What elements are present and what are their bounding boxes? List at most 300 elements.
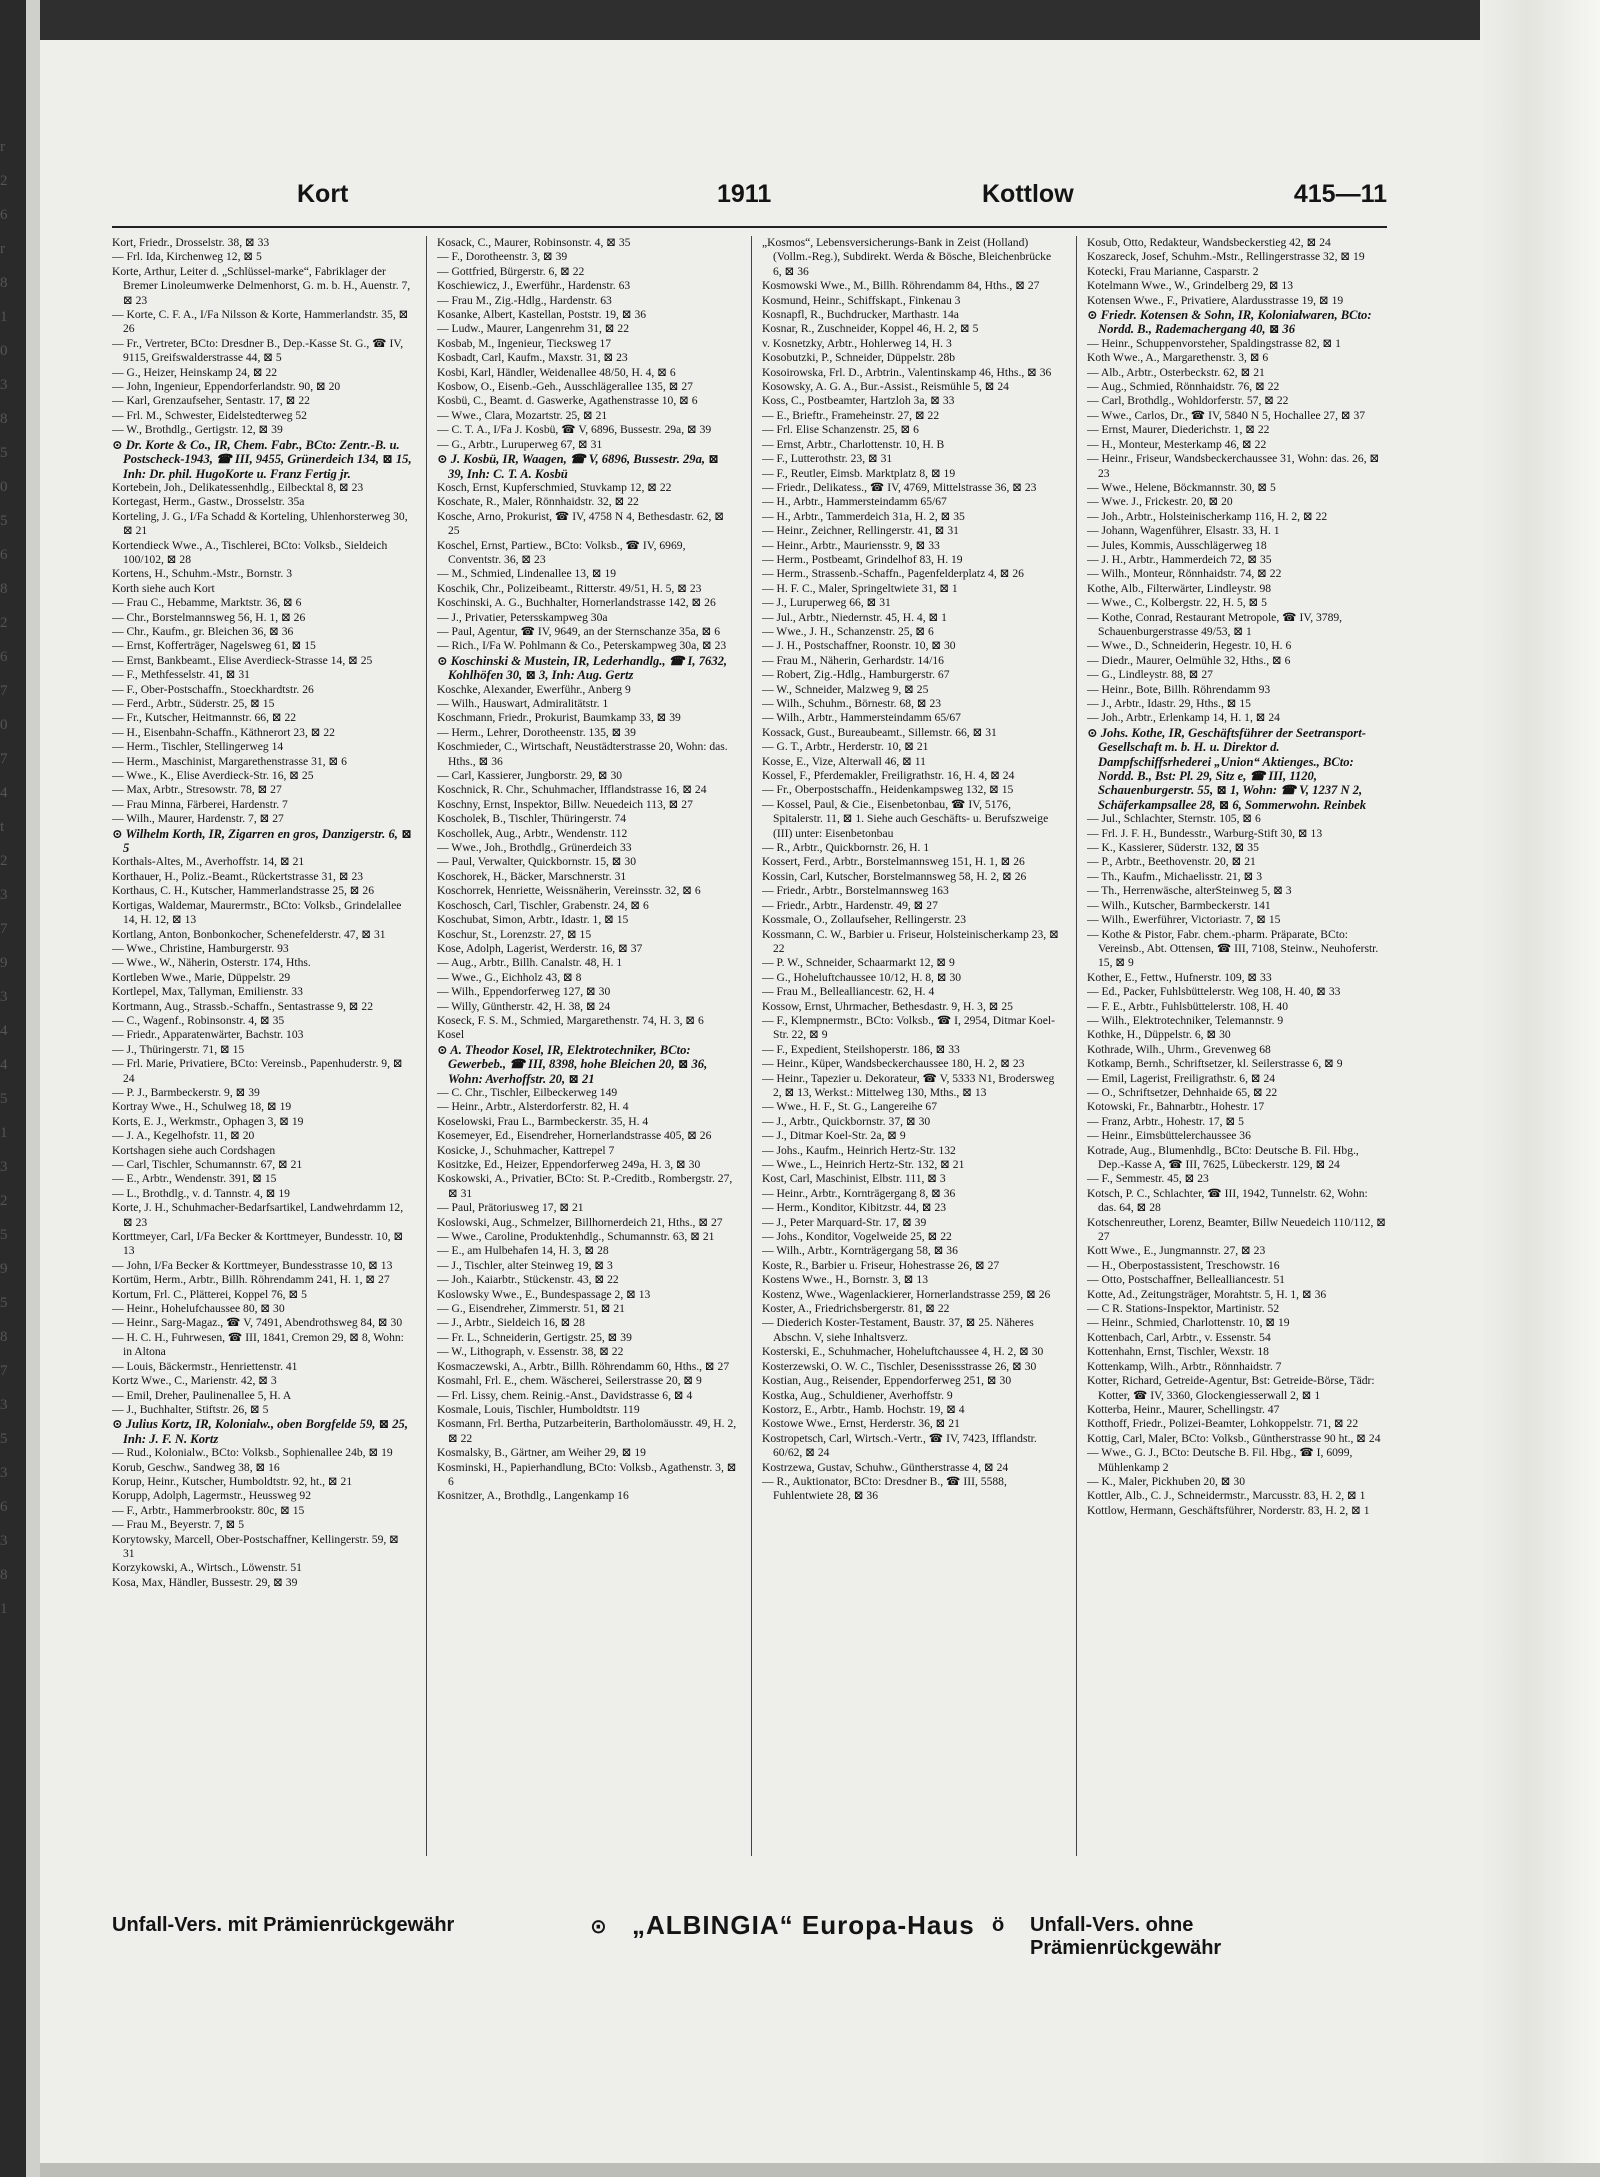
directory-entry: Kortshagen siehe auch Cordshagen [112, 1143, 276, 1157]
directory-entry: — Fr., Vertreter, BCto: Dresdner B., Dep.-Kasse St. G., ☎ IV, 9115, Greifswalderstrasse 44, ⊠ 5 [112, 336, 404, 365]
directory-entry: Kotecki, Frau Marianne, Casparstr. 2 [1087, 264, 1259, 278]
directory-entry: — Wwe. J., Frickestr. 20, ⊠ 20 [1087, 495, 1233, 509]
directory-entry: — Heinr., Küper, Wandsbeckerchaussee 180, H. 2, ⊠ 23 [762, 1057, 1025, 1071]
directory-columns [112, 236, 1387, 1856]
directory-entry: — Heinr., Hohelufchaussee 80, ⊠ 30 [112, 1302, 285, 1316]
margin-mark: 5 [0, 1431, 8, 1447]
column-divider [751, 236, 752, 1856]
directory-entry: — Heinr., Schmied, Charlottenstr. 10, ⊠ 19 [1087, 1316, 1290, 1330]
directory-entry: Koth Wwe., A., Margarethenstr. 3, ⊠ 6 [1087, 351, 1269, 365]
directory-entry: — Chr., Borstelmannsweg 56, H. 1, ⊠ 26 [112, 610, 306, 624]
margin-mark: 2 [0, 1193, 8, 1209]
directory-entry: Kosmale, Louis, Tischler, Humboldtstr. 119 [437, 1402, 640, 1416]
directory-entry: — Willy, Güntherstr. 42, H. 38, ⊠ 24 [437, 999, 611, 1013]
directory-entry: — Joh., Arbtr., Holsteinischerkamp 116, H. 2, ⊠ 22 [1087, 509, 1328, 523]
directory-entry: — F. E., Arbtr., Fuhlsbüttelerstr. 108, H. 40 [1087, 999, 1288, 1013]
directory-entry: — Th., Herrenwäsche, alterSteinweg 5, ⊠ 3 [1087, 884, 1292, 898]
footer-ad-left: Unfall-Vers. mit Prämienrückgewähr [112, 1914, 455, 1936]
directory-entry: — Frau C., Hebamme, Marktstr. 36, ⊠ 6 [112, 596, 302, 610]
directory-entry: — G., Arbtr., Luruperweg 67, ⊠ 31 [437, 437, 603, 451]
margin-mark: 2 [0, 853, 8, 869]
directory-entry: Kosnapfl, R., Buchdrucker, Marthastr. 14a [762, 308, 959, 322]
directory-entry: Kostropetsch, Carl, Wirtsch.-Vertr., ☎ IV, 7423, Ifflandstr. 60/62, ⊠ 24 [762, 1431, 1037, 1460]
directory-entry: — W., Lithograph, v. Essenstr. 38, ⊠ 22 [437, 1345, 624, 1359]
directory-entry: Kotthoff, Friedr., Polizei-Beamter, Lohkoppelstr. 71, ⊠ 22 [1087, 1417, 1359, 1431]
directory-entry: Koschnick, R. Chr., Schuhmacher, Ifflandstrasse 16, ⊠ 24 [437, 783, 707, 797]
directory-entry: Koschmann, Friedr., Prokurist, Baumkamp 33, ⊠ 39 [437, 711, 681, 725]
footer-ornament: ⊙ [590, 1916, 607, 1938]
directory-entry: — Joh., Kaiarbtr., Stückenstr. 43, ⊠ 22 [437, 1273, 619, 1287]
margin-mark: 5 [0, 445, 8, 461]
directory-entry: — Frl. M., Schwester, Eidelstedterweg 52 [112, 408, 307, 422]
margin-mark: r [0, 139, 5, 155]
directory-entry: — G. T., Arbtr., Herderstr. 10, ⊠ 21 [762, 740, 929, 754]
directory-entry: Koschubat, Simon, Arbtr., Idastr. 1, ⊠ 15 [437, 913, 629, 927]
directory-entry: — Rud., Kolonialw., BCto: Volksb., Sophienallee 24b, ⊠ 19 [112, 1446, 393, 1460]
directory-entry: — C. Chr., Tischler, Eilbeckerweg 149 [437, 1085, 618, 1099]
directory-entry: Kottenhahn, Ernst, Tischler, Wexstr. 18 [1087, 1345, 1269, 1359]
directory-entry: Kosobutzki, P., Schneider, Düppelstr. 28b [762, 351, 956, 365]
margin-mark: 4 [0, 785, 8, 801]
directory-entry: — John, Ingenieur, Eppendorferlandstr. 90, ⊠ 20 [112, 380, 341, 394]
directory-entry: Korthals-Altes, M., Averhoffstr. 14, ⊠ 21 [112, 855, 305, 869]
directory-entry: — H. F. C., Maler, Springeltwiete 31, ⊠ 1 [762, 581, 958, 595]
directory-entry: — Wwe., K., Elise Averdieck-Str. 16, ⊠ 25 [112, 769, 314, 783]
directory-entry: — Frl. Lissy, chem. Reinig.-Anst., Davidstrasse 6, ⊠ 4 [437, 1388, 693, 1402]
directory-entry: — H., Eisenbahn-Schaffn., Käthnerort 23, ⊠ 22 [112, 725, 335, 739]
margin-mark: 6 [0, 547, 8, 563]
directory-entry: Kortz Wwe., C., Marienstr. 42, ⊠ 3 [112, 1374, 277, 1388]
directory-entry: Kortlepel, Max, Tallyman, Emilienstr. 33 [112, 985, 303, 999]
directory-entry: Kosa, Max, Händler, Bussestr. 29, ⊠ 39 [112, 1575, 298, 1589]
margin-mark: 3 [0, 1159, 8, 1175]
directory-entry: Koslowsky Wwe., E., Bundespassage 2, ⊠ 13 [437, 1287, 651, 1301]
margin-mark: 0 [0, 479, 8, 495]
directory-entry: Koschiewicz, J., Ewerführ., Hardenstr. 63 [437, 279, 631, 293]
margin-mark: 7 [0, 683, 8, 699]
scan-bottom-edge [40, 2163, 1600, 2177]
directory-entry: — C. T. A., I/Fa J. Kosbü, ☎ V, 6896, Bussestr. 29a, ⊠ 39 [437, 423, 712, 437]
directory-entry: — Herm., Maschinist, Margarethenstrasse 31, ⊠ 6 [112, 754, 347, 768]
scan-left-margin [26, 0, 40, 2177]
directory-entry: — Wwe., W., Näherin, Osterstr. 174, Hths. [112, 956, 311, 970]
directory-entry: Kosbi, Karl, Händler, Weidenallee 48/50, H. 4, ⊠ 6 [437, 365, 676, 379]
directory-entry: v. Kosnetzky, Arbtr., Hohlerweg 14, H. 3 [762, 336, 952, 350]
directory-entry: — Carl, Brothdlg., Wohldorferstr. 57, ⊠ 22 [1087, 394, 1289, 408]
directory-entry: Koschorrek, Henriette, Weissnäherin, Vereinsstr. 32, ⊠ 6 [437, 884, 701, 898]
margin-mark: 5 [0, 1091, 8, 1107]
margin-mark: 2 [0, 173, 8, 189]
directory-entry: — J., Buchhalter, Stiftstr. 26, ⊠ 5 [112, 1402, 269, 1416]
running-header [112, 180, 1387, 214]
directory-entry: — F., Reutler, Eimsb. Marktplatz 8, ⊠ 19 [762, 466, 956, 480]
directory-entry: — Johs., Konditor, Vogelweide 25, ⊠ 22 [762, 1230, 952, 1244]
directory-column-4 [1087, 236, 1387, 1856]
column-divider [426, 236, 427, 1856]
directory-entry: — Wwe., Caroline, Produktenhdlg., Schumannstr. 63, ⊠ 21 [437, 1230, 715, 1244]
directory-entry: Kotschenreuther, Lorenz, Beamter, Billw Neuedeich 110/112, ⊠ 27 [1087, 1215, 1386, 1244]
directory-entry: — F., Dorotheenstr. 3, ⊠ 39 [437, 250, 568, 264]
directory-entry: — Heinr., Arbtr., Kornträgergang 8, ⊠ 36 [762, 1186, 956, 1200]
margin-mark: 3 [0, 1533, 8, 1549]
directory-entry: — Heinr., Arbtr., Alsterdorferstr. 82, H. 4 [437, 1100, 629, 1114]
margin-mark: 7 [0, 751, 8, 767]
directory-entry: Koslowski, Aug., Schmelzer, Billhornerdeich 21, Hths., ⊠ 27 [437, 1215, 723, 1229]
directory-entry: — H., Arbtr., Tammerdeich 31a, H. 2, ⊠ 35 [762, 509, 965, 523]
directory-entry: Kostrzewa, Gustav, Schuhw., Güntherstrasse 4, ⊠ 24 [762, 1460, 1009, 1474]
directory-entry: Koscholek, B., Tischler, Thüringerstr. 74 [437, 812, 627, 826]
margin-mark: 4 [0, 1057, 8, 1073]
directory-entry: Korte, Arthur, Leiter d. „Schlüssel-marke“, Fabriklager der Bremer Linoleumwerke Delmenhorst, G. m. b. H., Auenstr. 7, ⊠ 23 [112, 264, 411, 307]
directory-entry: Kossmale, O., Zollaufseher, Rellingerstr. 23 [762, 913, 966, 927]
directory-entry: Kortegast, Herm., Gastw., Drosselstr. 35a [112, 495, 305, 509]
directory-entry: — J., Thüringerstr. 71, ⊠ 15 [112, 1042, 245, 1056]
directory-entry: — Heinr., Zeichner, Rellingerstr. 41, ⊠ 31 [762, 524, 959, 538]
directory-entry: — Wilh., Arbtr., Kornträgergang 58, ⊠ 36 [762, 1244, 958, 1258]
directory-entry: Koschur, St., Lorenzstr. 27, ⊠ 15 [437, 927, 592, 941]
directory-entry: — F., Semmestr. 45, ⊠ 23 [1087, 1172, 1209, 1186]
directory-entry: Kottenkamp, Wilh., Arbtr., Rönnhaidstr. 7 [1087, 1359, 1282, 1373]
directory-entry: Korzykowski, A., Wirtsch., Löwenstr. 51 [112, 1561, 302, 1575]
directory-entry: Kottlow, Hermann, Geschäftsführer, Norderstr. 83, H. 2, ⊠ 1 [1087, 1503, 1370, 1517]
directory-entry: Kortigas, Waldemar, Maurermstr., BCto: Volksb., Grindelallee 14, H. 12, ⊠ 13 [112, 898, 402, 927]
directory-entry: Koschorek, H., Bäcker, Marschnerstr. 31 [437, 869, 627, 883]
directory-entry: Kosterzewski, O. W. C., Tischler, Desenissstrasse 26, ⊠ 30 [762, 1359, 1037, 1373]
directory-entry: — J. A., Kegelhofstr. 11, ⊠ 20 [112, 1129, 255, 1143]
directory-entry: Koss, C., Postbeamter, Hartzloh 3a, ⊠ 33 [762, 394, 955, 408]
directory-entry: Kose, Adolph, Lagerist, Werderstr. 16, ⊠ 37 [437, 941, 643, 955]
directory-entry: Kottenbach, Carl, Arbtr., v. Essenstr. 54 [1087, 1330, 1271, 1344]
directory-entry: — E., Brieftr., Frameheinstr. 27, ⊠ 22 [762, 408, 940, 422]
directory-entry: — Max, Arbtr., Stresowstr. 78, ⊠ 27 [112, 783, 282, 797]
directory-entry: — Frl. Marie, Privatiere, BCto: Vereinsb., Papenhuderstr. 9, ⊠ 24 [112, 1057, 403, 1085]
directory-entry: — Heinr., Schuppenvorsteher, Spaldingstrasse 82, ⊠ 1 [1087, 336, 1341, 350]
directory-column-2 [437, 236, 737, 1856]
directory-entry: — Wilh., Kutscher, Barmbeckerstr. 141 [1087, 898, 1271, 912]
directory-entry: — F., Expedient, Steilshoperstr. 186, ⊠ 33 [762, 1042, 960, 1056]
directory-entry: Kotowski, Fr., Bahnarbtr., Hohestr. 17 [1087, 1100, 1265, 1114]
directory-entry: — John, I/Fa Becker & Korttmeyer, Bundesstrasse 10, ⊠ 13 [112, 1258, 393, 1272]
directory-entry: — Carl, Tischler, Schumannstr. 67, ⊠ 21 [112, 1158, 303, 1171]
directory-entry: — Wilh., Eppendorferweg 127, ⊠ 30 [437, 985, 611, 999]
directory-entry: — K., Kassierer, Süderstr. 132, ⊠ 35 [1087, 841, 1259, 855]
directory-entry: Kosoirowska, Frl. D., Arbtrin., Valentinskamp 46, Hths., ⊠ 36 [762, 365, 1052, 379]
directory-entry: — F., Lutterothstr. 23, ⊠ 31 [762, 452, 893, 466]
directory-entry: „Kosmos“, Lebensversicherungs-Bank in Zeist (Holland) (Vollm.-Reg.), Subdirekt. Werda & Bösche, Bleichenbrücke 6, ⊠ 36 [762, 236, 1052, 278]
directory-entry: Kostka, Aug., Schuldiener, Averhoffstr. 9 [762, 1388, 953, 1402]
page-number: 415—11 [1293, 180, 1387, 208]
directory-entry: Kossel, F., Pferdemakler, Freiligrathstr. 16, H. 4, ⊠ 24 [762, 769, 1015, 783]
margin-mark: 5 [0, 1295, 8, 1311]
margin-mark: 9 [0, 955, 8, 971]
directory-entry: — Ed., Packer, Fuhlsbüttelerstr. Weg 108, H. 40, ⊠ 33 [1087, 985, 1341, 999]
directory-entry: — Friedr., Arbtr., Hardenstr. 49, ⊠ 27 [762, 898, 938, 912]
margin-mark: 8 [0, 1329, 8, 1345]
directory-entry: — L., Brothdlg., v. d. Tannstr. 4, ⊠ 19 [112, 1186, 290, 1200]
margin-mark: 8 [0, 275, 8, 291]
directory-entry: — G., Hoheluftchaussee 10/12, H. 8, ⊠ 30 [762, 970, 962, 984]
column-divider [1076, 236, 1077, 1856]
directory-entry: — Wwe., G. J., BCto: Deutsche B. Fil. Hbg., ☎ I, 6099, Mühlenkamp 2 [1087, 1446, 1353, 1474]
directory-entry: — Wwe., Clara, Mozartstr. 25, ⊠ 21 [437, 408, 608, 422]
directory-entry: — Kothe, Conrad, Restaurant Metropole, ☎ IV, 3789, Schauenburgerstrasse 49/53, ⊠ 1 [1087, 610, 1343, 638]
directory-entry: — C., Wagenf., Robinsonstr. 4, ⊠ 35 [112, 1013, 285, 1027]
directory-entry: — Frl. Elise Schanzenstr. 25, ⊠ 6 [762, 423, 919, 437]
directory-entry: — Wwe., Helene, Böckmannstr. 30, ⊠ 5 [1087, 480, 1276, 494]
directory-entry: Kosbü, C., Beamt. d. Gaswerke, Agathenstrasse 10, ⊠ 6 [437, 394, 698, 408]
directory-entry: — F., Klempnermstr., BCto: Volksb., ☎ I, 2954, Ditmar Koel-Str. 22, ⊠ 9 [762, 1013, 1055, 1042]
margin-mark: t [0, 819, 5, 835]
directory-entry: Koschny, Ernst, Inspektor, Billw. Neuedeich 113, ⊠ 27 [437, 797, 693, 811]
directory-entry: — Frl. J. F. H., Bundesstr., Warburg-Stift 30, ⊠ 13 [1087, 826, 1323, 840]
directory-entry: — Frau M., Bellealliancestr. 62, H. 4 [762, 985, 935, 999]
directory-entry: — Johs., Kaufm., Heinrich Hertz-Str. 132 [762, 1143, 956, 1157]
directory-entry: — Ernst, Arbtr., Charlottenstr. 10, H. B [762, 437, 945, 451]
scan-top-edge [40, 0, 1600, 40]
margin-mark: r [0, 241, 5, 257]
directory-entry: — Friedr., Arbtr., Borstelmannsweg 163 [762, 884, 949, 898]
directory-entry: — Ernst, Bankbeamt., Elise Averdieck-Strasse 14, ⊠ 25 [112, 653, 373, 667]
directory-entry: — Frau Minna, Färberei, Hardenstr. 7 [112, 797, 288, 811]
directory-entry: — Jul., Arbtr., Niedernstr. 45, H. 4, ⊠ 1 [762, 610, 947, 624]
directory-entry: Kosmahl, Frl. E., chem. Wäscherei, Seilerstrasse 20, ⊠ 9 [437, 1374, 702, 1388]
directory-entry: Kosmann, Frl. Bertha, Putzarbeiterin, Bartholomäusstr. 49, H. 2, ⊠ 22 [437, 1417, 737, 1445]
directory-entry: Kossmann, C. W., Barbier u. Friseur, Holsteinischerkamp 23, ⊠ 22 [762, 927, 1059, 955]
directory-entry: Kosbadt, Carl, Kaufm., Maxstr. 31, ⊠ 23 [437, 351, 628, 365]
directory-entry: Kotkamp, Bernh., Schriftsetzer, kl. Seilerstrasse 6, ⊠ 9 [1087, 1057, 1343, 1071]
scan-right-edge [1480, 0, 1600, 2177]
margin-mark: 9 [0, 1261, 8, 1277]
directory-entry: Kortray Wwe., H., Schulweg 18, ⊠ 19 [112, 1100, 292, 1114]
directory-entry: — Frl. Ida, Kirchenweg 12, ⊠ 5 [112, 250, 262, 264]
directory-entry: — C R. Stations-Inspektor, Martinistr. 52 [1087, 1302, 1280, 1316]
directory-entry: — Wilh., Hauswart, Admiralitätstr. 1 [437, 697, 609, 710]
directory-entry: — J., Arbtr., Idastr. 29, Hths., ⊠ 15 [1087, 697, 1251, 710]
directory-entry: — Heinr., Tapezier u. Dekorateur, ☎ V, 5333 N1, Brodersweg 2, ⊠ 13, Werkst.: Mittelweg 130, Mths., ⊠ 13 [762, 1071, 1055, 1099]
directory-entry: Kosche, Arno, Prokurist, ☎ IV, 4758 N 4, Bethesdastr. 62, ⊠ 25 [437, 509, 725, 538]
directory-entry: — J. H., Arbtr., Hammerdeich 72, ⊠ 35 [1087, 552, 1272, 566]
directory-entry: Koseck, F. S. M., Schmied, Margarethenstr. 74, H. 3, ⊠ 6 [437, 1013, 704, 1027]
directory-entry: — J. H., Postschaffner, Roonstr. 10, ⊠ 30 [762, 639, 956, 653]
margin-mark: 6 [0, 649, 8, 665]
directory-entry: Kortlang, Anton, Bonbonkocher, Schenefelderstr. 47, ⊠ 31 [112, 927, 386, 941]
margin-mark: 7 [0, 921, 8, 937]
directory-entry: — Wilh., Monteur, Rönnhaidstr. 74, ⊠ 22 [1087, 567, 1282, 581]
directory-entry: — Heinr., Friseur, Wandsbeckerchaussee 31, Wohn: das. 26, ⊠ 23 [1087, 452, 1380, 480]
directory-entry: — H. C. H., Fuhrwesen, ☎ III, 1841, Cremon 29, ⊠ 8, Wohn: in Altona [112, 1330, 404, 1359]
directory-entry: Kossow, Ernst, Uhrmacher, Bethesdastr. 9, H. 3, ⊠ 25 [762, 999, 1013, 1013]
directory-entry: — Wilh., Arbtr., Hammersteindamm 65/67 [762, 711, 961, 725]
directory-entry: — Carl, Kassierer, Jungborstr. 29, ⊠ 30 [437, 769, 623, 783]
directory-entry: — Wwe., J. H., Schanzenstr. 25, ⊠ 6 [762, 624, 934, 638]
directory-entry: — M., Schmied, Lindenallee 13, ⊠ 19 [437, 567, 617, 581]
directory-entry: — Herm., Strassenb.-Schaffn., Pagenfelderplatz 4, ⊠ 26 [762, 567, 1024, 581]
directory-entry: ⊙ J. Kosbü, IR, Waagen, ☎ V, 6896, Bussestr. 29a, ⊠ 39, Inh: C. T. A. Kosbü [437, 452, 719, 481]
directory-entry: Kottler, Alb., C. J., Schneidermstr., Marcusstr. 83, H. 2, ⊠ 1 [1087, 1489, 1366, 1503]
directory-entry: Kosmaczewski, A., Arbtr., Billh. Röhrendamm 60, Hths., ⊠ 27 [437, 1359, 730, 1373]
directory-entry: — R., Arbtr., Quickbornstr. 26, H. 1 [762, 841, 930, 855]
directory-entry: Kosch, Ernst, Kupferschmied, Stuvkamp 12, ⊠ 22 [437, 480, 672, 494]
directory-column-1 [112, 236, 412, 1856]
advertisement-footer [112, 1908, 1387, 1959]
directory-entry: Koschmieder, C., Wirtschaft, Neustädterstrasse 20, Wohn: das. Hths., ⊠ 36 [437, 740, 728, 768]
directory-entry: Kothrade, Wilh., Uhrm., Grevenweg 68 [1087, 1042, 1271, 1056]
directory-entry: Kott Wwe., E., Jungmannstr. 27, ⊠ 23 [1087, 1244, 1266, 1258]
directory-entry: Kossert, Ferd., Arbtr., Borstelmannsweg 151, H. 1, ⊠ 26 [762, 855, 1025, 869]
margin-mark: 5 [0, 1227, 8, 1243]
directory-entry: Koschate, R., Maler, Rönnhaidstr. 32, ⊠ 22 [437, 495, 639, 509]
directory-entry: ⊙ Johs. Kothe, IR, Geschäftsführer der Seetransport-Gesellschaft m. b. H. u. Direktor d. Dampfschiffsrhederei „Union“ Aktienges., BCto: Nordd. B., Bst: Pl. 29, Sitz e, ☎ III, 1120, Schauenburgerstr. 55, ⊠ 1, Wohn: ☎ V, 1237 N 2, Schäferkampsallee 28, ⊠ 6, Sommerwohn. Reinbek [1087, 725, 1367, 812]
directory-entry: — H., Arbtr., Hammersteindamm 65/67 [762, 495, 947, 509]
directory-entry: — F., Methfesselstr. 41, ⊠ 31 [112, 668, 250, 682]
directory-entry: Kotter, Richard, Getreide-Agentur, Bst: Getreide-Börse, Tädr: Kotter, ☎ IV, 3360, Glockengiesserwall 2, ⊠ 1 [1087, 1374, 1375, 1402]
directory-entry: Kostowe Wwe., Ernst, Herderstr. 36, ⊠ 21 [762, 1417, 960, 1431]
directory-entry: Koszareck, Josef, Schuhm.-Mstr., Rellingerstrasse 32, ⊠ 19 [1087, 250, 1365, 264]
directory-entry: Korteling, J. G., I/Fa Schadd & Korteling, Uhlenhorsterweg 30, ⊠ 21 [112, 509, 408, 538]
directory-entry: Koschollek, Aug., Arbtr., Wendenstr. 112 [437, 826, 628, 840]
directory-entry: Kosterski, E., Schuhmacher, Hoheluftchaussee 4, H. 2, ⊠ 30 [762, 1345, 1044, 1359]
directory-entry: — E., Arbtr., Wendenstr. 391, ⊠ 15 [112, 1172, 277, 1186]
directory-entry: — Chr., Kaufm., gr. Bleichen 36, ⊠ 36 [112, 624, 294, 638]
directory-entry: Kosanke, Albert, Kastellan, Poststr. 19, ⊠ 36 [437, 308, 647, 322]
directory-entry: Korte, J. H., Schuhmacher-Bedarfsartikel, Landwehrdamm 12, ⊠ 23 [112, 1201, 404, 1229]
directory-entry: — Fr. L., Schneiderin, Gertigstr. 25, ⊠ 39 [437, 1330, 632, 1344]
directory-entry: ⊙ Wilhelm Korth, IR, Zigarren en gros, Danzigerstr. 6, ⊠ 5 [112, 826, 412, 856]
footer-ornament: ö [992, 1914, 1005, 1936]
directory-entry: — Wwe., D., Schneiderin, Hegestr. 10, H. 6 [1087, 639, 1292, 653]
directory-entry: ⊙ A. Theodor Kosel, IR, Elektrotechniker, BCto: Gewerbeb., ☎ III, 8398, hohe Bleichen 20, ⊠ 36, Wohn: Averhoffstr. 20, ⊠ 21 [437, 1042, 708, 1086]
directory-entry: Kosbab, M., Ingenieur, Tiecksweg 17 [437, 336, 612, 350]
margin-mark: 3 [0, 377, 8, 393]
directory-entry: Kosse, E., Vize, Alterwall 46, ⊠ 11 [762, 754, 926, 768]
directory-entry: Kother, E., Fettw., Hufnerstr. 109, ⊠ 33 [1087, 970, 1272, 984]
directory-entry: — Th., Kaufm., Michaelisstr. 21, ⊠ 3 [1087, 869, 1263, 883]
directory-entry: — Wilh., Schuhm., Börnestr. 68, ⊠ 23 [762, 697, 942, 710]
directory-entry: Korth siehe auch Kort [112, 581, 215, 595]
directory-entry: — Wilh., Ewerführer, Victoriastr. 7, ⊠ 15 [1087, 913, 1281, 927]
margin-mark: 0 [0, 343, 8, 359]
directory-entry: Kortmann, Aug., Strassb.-Schaffn., Sentastrasse 9, ⊠ 22 [112, 999, 373, 1013]
margin-mark: 8 [0, 581, 8, 597]
directory-entry: — P., Arbtr., Beethovenstr. 20, ⊠ 21 [1087, 855, 1256, 869]
directory-entry: Korup, Heinr., Kutscher, Humboldtstr. 92, ht., ⊠ 21 [112, 1474, 353, 1488]
directory-entry: Kosub, Otto, Redakteur, Wandsbeckerstieg 42, ⊠ 24 [1087, 236, 1331, 249]
header-year: 1911 [717, 180, 772, 208]
directory-entry: — Paul, Verwalter, Quickbornstr. 15, ⊠ 30 [437, 855, 637, 869]
directory-entry: Kosmowski Wwe., M., Billh. Röhrendamm 84, Hths., ⊠ 27 [762, 279, 1040, 293]
directory-entry: Korthauer, H., Poliz.-Beamt., Rückertstrasse 31, ⊠ 23 [112, 869, 364, 883]
directory-entry: — J., Ditmar Koel-Str. 2a, ⊠ 9 [762, 1129, 906, 1143]
directory-entry: — G., Lindleystr. 88, ⊠ 27 [1087, 668, 1213, 682]
directory-entry: Kosel [437, 1028, 465, 1042]
directory-entry: — Louis, Bäckermstr., Henriettenstr. 41 [112, 1359, 298, 1373]
directory-entry: — Wwe., G., Eichholz 43, ⊠ 8 [437, 970, 582, 984]
directory-entry: — Ferd., Arbtr., Süderstr. 25, ⊠ 15 [112, 697, 275, 710]
directory-entry: — Franz, Arbtr., Hohestr. 17, ⊠ 5 [1087, 1114, 1244, 1128]
margin-mark: 3 [0, 887, 8, 903]
directory-entry: Kosmund, Heinr., Schiffskapt., Finkenau 3 [762, 293, 961, 307]
directory-entry: Kosminski, H., Papierhandlung, BCto: Volksb., Agathenstr. 3, ⊠ 6 [437, 1460, 737, 1488]
directory-entry: — Paul, Prätoriusweg 17, ⊠ 21 [437, 1201, 584, 1215]
directory-entry: — J., Privatier, Petersskampweg 30a [437, 610, 608, 624]
margin-mark: 1 [0, 1125, 8, 1141]
directory-entry: — Emil, Lagerist, Freiligrathstr. 6, ⊠ 24 [1087, 1071, 1276, 1085]
directory-entry: — H., Monteur, Mesterkamp 46, ⊠ 22 [1087, 437, 1267, 451]
directory-entry: — Wilh., Elektrotechniker, Telemannstr. 9 [1087, 1013, 1284, 1027]
directory-entry: — Wwe., L., Heinrich Hertz-Str. 132, ⊠ 21 [762, 1158, 965, 1171]
directory-entry: — P. J., Barmbeckerstr. 9, ⊠ 39 [112, 1085, 260, 1099]
directory-entry: Kostens Wwe., H., Bornstr. 3, ⊠ 13 [762, 1273, 929, 1287]
directory-entry: Koste, R., Barbier u. Friseur, Hohestrasse 26, ⊠ 27 [762, 1258, 1000, 1272]
margin-mark: 1 [0, 309, 8, 325]
directory-entry: Korupp, Adolph, Lagermstr., Heussweg 92 [112, 1489, 312, 1503]
margin-mark: 4 [0, 1023, 8, 1039]
margin-mark: 3 [0, 1465, 8, 1481]
directory-entry: — Fr., Kutscher, Heitmannstr. 66, ⊠ 22 [112, 711, 297, 725]
directory-entry: Korttmeyer, Carl, I/Fa Becker & Korttmeyer, Bundesstr. 10, ⊠ 13 [112, 1230, 404, 1258]
directory-entry: — G., Heizer, Heinskamp 24, ⊠ 22 [112, 365, 278, 379]
directory-entry: Kosbow, O., Eisenb.-Geh., Ausschlägerallee 135, ⊠ 27 [437, 380, 693, 394]
directory-entry: — Jules, Kommis, Ausschlägerweg 18 [1087, 538, 1267, 552]
directory-entry: — Heinr., Bote, Billh. Röhrendamm 93 [1087, 682, 1271, 696]
directory-entry: Kossin, Carl, Kutscher, Borstelmannsweg 58, H. 2, ⊠ 26 [762, 869, 1027, 883]
directory-entry: Kotrade, Aug., Blumenhdlg., BCto: Deutsche B. Fil. Hbg., Dep.-Kasse A, ☎ III, 7625, Lübeckerstr. 129, ⊠ 24 [1087, 1143, 1359, 1171]
directory-entry: — E., am Hulbehafen 14, H. 3, ⊠ 28 [437, 1244, 609, 1258]
directory-entry: — J., Peter Marquard-Str. 17, ⊠ 39 [762, 1215, 927, 1229]
directory-entry: — W., Schneider, Malzweg 9, ⊠ 25 [762, 682, 929, 696]
directory-entry: — Aug., Arbtr., Billh. Canalstr. 48, H. 1 [437, 956, 623, 970]
directory-entry: Kosemeyer, Ed., Eisendreher, Hornerlandstrasse 405, ⊠ 26 [437, 1129, 712, 1143]
directory-entry: — Wwe., Carlos, Dr., ☎ IV, 5840 N 5, Hochallee 27, ⊠ 37 [1087, 408, 1366, 422]
directory-entry: Koschinski, A. G., Buchhalter, Hornerlandstrasse 142, ⊠ 26 [437, 596, 716, 610]
directory-entry: — Emil, Dreher, Paulinenallee 5, H. A [112, 1388, 292, 1402]
directory-entry: — Otto, Postschaffner, Bellealliancestr. 51 [1087, 1273, 1285, 1287]
directory-entry: — Aug., Schmied, Rönnhaidstr. 76, ⊠ 22 [1087, 380, 1280, 394]
directory-entry: — Herm., Lehrer, Dorotheenstr. 135, ⊠ 39 [437, 725, 636, 739]
directory-entry: Koster, A., Friedrichsbergerstr. 81, ⊠ 22 [762, 1302, 950, 1316]
directory-entry: ⊙ Koschinski & Mustein, IR, Lederhandlg., ☎ I, 7632, Kohlhöfen 30, ⊠ 3, Inh: Aug. Gertz [437, 653, 728, 683]
directory-entry: Kortens, H., Schuhm.-Mstr., Bornstr. 3 [112, 567, 293, 581]
margin-mark: 7 [0, 1363, 8, 1379]
directory-entry: Korytowsky, Marcell, Ober-Postschaffner, Kellingerstr. 59, ⊠ 31 [112, 1532, 399, 1560]
directory-entry: — Ernst, Kofferträger, Nagelsweg 61, ⊠ 15 [112, 639, 316, 653]
directory-entry: — Wwe., C., Kolbergstr. 22, H. 5, ⊠ 5 [1087, 596, 1267, 610]
directory-entry: — Gottfried, Bürgerstr. 6, ⊠ 22 [437, 264, 585, 278]
directory-entry: Kort, Friedr., Drosselstr. 38, ⊠ 33 [112, 236, 270, 249]
directory-entry: — K., Maler, Pickhuben 20, ⊠ 30 [1087, 1474, 1246, 1488]
directory-entry: — Wwe., Joh., Brothdlg., Grünerdeich 33 [437, 841, 632, 855]
directory-entry: Kosmalsky, B., Gärtner, am Weiher 29, ⊠ 19 [437, 1446, 646, 1460]
directory-entry: Koschke, Alexander, Ewerführ., Anberg 9 [437, 682, 631, 696]
directory-entry: Kothe, Alb., Filterwärter, Lindleystr. 98 [1087, 581, 1272, 595]
directory-entry: — J., Arbtr., Quickbornstr. 37, ⊠ 30 [762, 1114, 931, 1128]
directory-entry: — Heinr., Eimsbüttelerchaussee 36 [1087, 1129, 1251, 1143]
margin-mark: 6 [0, 207, 8, 223]
directory-entry: — Wwe., Christine, Hamburgerstr. 93 [112, 941, 289, 955]
directory-page [112, 180, 1387, 2080]
margin-mark: 0 [0, 717, 8, 733]
margin-mark: 2 [0, 615, 8, 631]
header-first-entry: Kort [297, 180, 349, 208]
directory-entry: Kosicke, J., Schuhmacher, Kattrepel 7 [437, 1143, 615, 1157]
directory-entry: Kosack, C., Maurer, Robinsonstr. 4, ⊠ 35 [437, 236, 631, 249]
directory-entry: — Robert, Zig.-Hdlg., Hamburgerstr. 67 [762, 668, 950, 682]
adjacent-page-margin-marks [0, 130, 14, 1626]
margin-mark: 6 [0, 1499, 8, 1515]
header-rule [112, 226, 1387, 228]
directory-entry: — Herm., Konditor, Kibitzstr. 44, ⊠ 23 [762, 1201, 947, 1215]
directory-entry: — J., Luruperweg 66, ⊠ 31 [762, 596, 891, 610]
